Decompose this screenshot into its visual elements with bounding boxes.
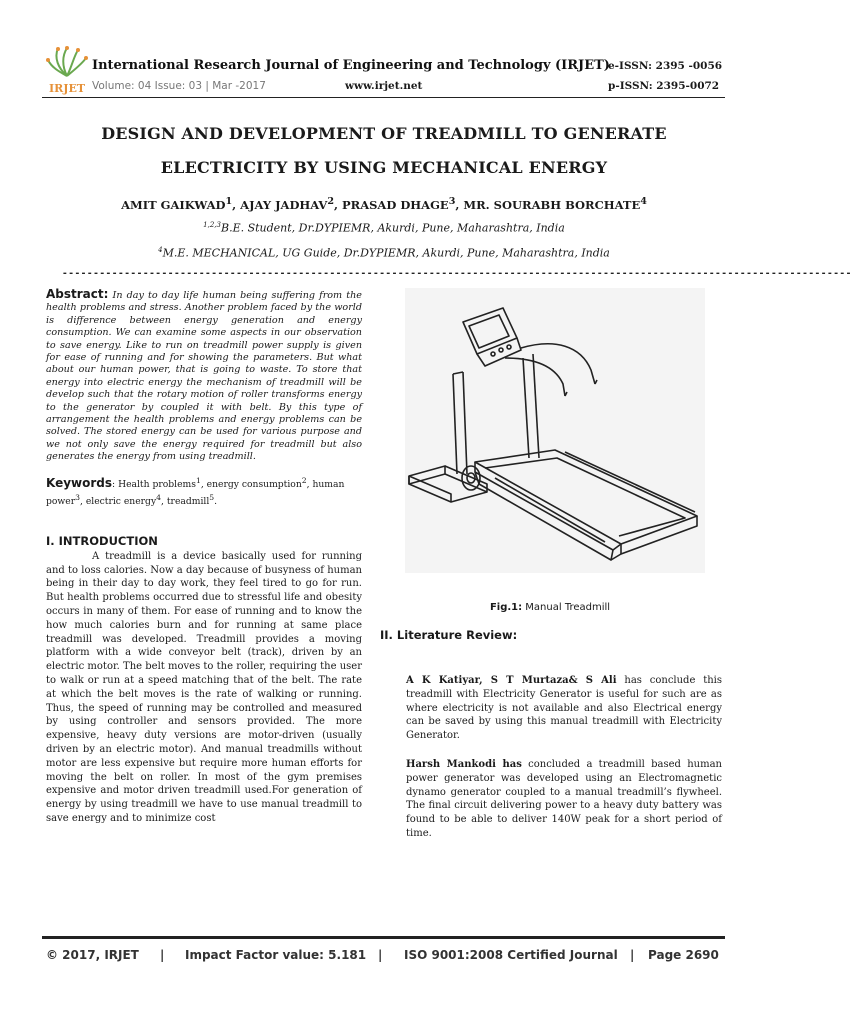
keywords	[46, 474, 362, 508]
footer-rule	[42, 936, 725, 939]
affiliation-text: M.E. MECHANICAL, UG Guide, Dr.DYPIEMR, Akurdi, Pune, Maharashtra, India	[162, 246, 610, 260]
figure-label: Fig.1:	[489, 602, 523, 613]
keyword-sep: ,	[79, 495, 86, 507]
paper-title-line-2: ELECTRICITY BY USING MECHANICAL ENERGY	[160, 158, 608, 177]
literature-paragraph-2	[406, 758, 722, 841]
affiliation-1	[0, 221, 768, 235]
affiliation-sup: 1,2,3	[203, 221, 221, 229]
abstract-label: Abstract:	[46, 287, 109, 301]
keyword: energy consumption	[206, 478, 302, 490]
footer-separator: |	[160, 948, 165, 962]
author-sep: ,	[333, 197, 342, 212]
dashed-separator: -------------------------------------------------------------------------------------------------------------------------------	[62, 268, 852, 279]
journal-name: International Research Journal of Engineering and Technology (IRJET)	[92, 58, 610, 73]
keyword-sup: 3	[75, 492, 80, 502]
author-sup: 2	[327, 196, 334, 207]
footer-iso: ISO 9001:2008 Certified Journal	[404, 948, 618, 962]
paragraph-text: has conclude this treadmill with Electricity Generator is useful for such are as where electricity is not available and also Electrical energy can be saved by using this manual treadmill with Electricity Generator.	[406, 675, 723, 742]
footer-copyright: © 2017, IRJET	[46, 948, 139, 962]
keyword-sep: ,	[161, 495, 167, 507]
keyword-sep: .	[214, 495, 218, 507]
keywords-colon: :	[112, 478, 119, 490]
keyword-sup: 5	[209, 492, 215, 502]
keyword-sep: ,	[306, 478, 313, 490]
author-sup: 3	[448, 196, 456, 207]
introduction-heading: I. INTRODUCTION	[46, 533, 158, 548]
abstract	[46, 288, 362, 464]
keyword-sup: 4	[156, 492, 162, 502]
keywords-label: Keywords	[46, 475, 113, 490]
introduction-text: A treadmill is a device basically used for running and to loss calories. Now a day because of busyness of human being in their day to day work, they feel tired to go for run. But health problems occurred due to stressful life and obesity occurs in many of them. For ease of running and to know the how much calories burn and for running at same place treadmill was developed. Treadmill provides a moving platform with a wide conveyor belt (track), driven by an electric motor. The belt moves to the roller, requiring the user to walk or run at a speed matching that of the belt. The rate at which the belt moves is the rate of walking or running. Thus, the speed of running may be controlled and measured by using controller and sensors provided. The more expensive, heavy duty versions are motor-driven (usually driven by an electric motor). And manual treadmills without motor are less expensive but require more human efforts for moving the belt on roller. In most of the gym premises expensive and motor driven treadmill used.For generation of energy by using treadmill we have to use manual treadmill to save energy and to minimize cost	[46, 550, 362, 824]
author-list	[0, 196, 768, 212]
volume-info: Volume: 04 Issue: 03 | Mar -2017	[92, 80, 266, 92]
p-issn: p-ISSN: 2395-0072	[608, 80, 720, 92]
author-name: PRASAD DHAGE	[342, 197, 449, 212]
author-sep: ,	[232, 197, 241, 212]
literature-review-heading: II. Literature Review:	[380, 628, 518, 642]
paper-title-line-1: DESIGN AND DEVELOPMENT OF TREADMILL TO GENERATE	[101, 124, 667, 143]
keyword: electric energy	[85, 495, 157, 507]
keyword-sep: ,	[200, 478, 207, 490]
keyword: human power	[46, 478, 345, 507]
figure-caption	[380, 602, 720, 613]
author-sup: 1	[225, 196, 233, 207]
paragraph-text: concluded a treadmill based human power generator was developed using an Electromagnetic dynamo generator coupled to a manual treadmill’s flywheel. The final circuit delivering power to a heavy duty battery was found to be able to deliver 140W peak for a short period of time.	[406, 759, 722, 839]
footer-impact-factor: Impact Factor value: 5.181	[185, 948, 367, 962]
author-name: AMIT GAIKWAD	[121, 197, 226, 212]
journal-website: www.irjet.net	[345, 80, 423, 92]
affiliation-2	[0, 246, 768, 260]
cited-authors: Harsh Mankodi has	[406, 759, 522, 770]
e-issn: e-ISSN: 2395 -0056	[608, 60, 723, 72]
figure-caption-text: Manual Treadmill	[522, 602, 611, 613]
affiliation-text: B.E. Student, Dr.DYPIEMR, Akurdi, Pune, Maharashtra, India	[220, 221, 565, 235]
logo-text: IRJET	[48, 82, 86, 95]
author-sep: ,	[455, 197, 464, 212]
left-column	[46, 288, 362, 826]
keyword: treadmill	[166, 495, 210, 507]
header-rule	[42, 97, 725, 98]
keyword-sup: 1	[195, 475, 201, 485]
author-sup: 4	[640, 196, 647, 207]
cited-authors: A K Katiyar, S T Murtaza& S Ali	[406, 675, 617, 686]
footer-page-number: Page 2690	[648, 948, 719, 962]
treadmill-figure	[405, 288, 705, 573]
footer-separator: |	[378, 948, 383, 962]
literature-paragraph-1	[406, 674, 722, 743]
abstract-text: In day to day life human being suffering from the health problems and stress. Another problem faced by the world is difference between energy generation and energy consumption. We can examine some aspects in our observation to save energy. Like to run on treadmill power supply is given for ease of running and for showing the parameters. But what about our human power, that is going to waste. To store that energy into electric energy the mechanism of treadmill will be develop such that the rotary motion of roller transforms energy to the generator by coupled it with belt. By this type of arrangement the health problems and energy problems can be solved. The stored energy can be used for various purpose and we not only save the energy required for treadmill but also generates the energy from using treadmill.	[46, 290, 362, 463]
keyword: Health problems	[118, 478, 196, 490]
keyword-sup: 2	[301, 475, 307, 485]
affiliation-sup: 4	[158, 246, 163, 254]
irjet-logo	[44, 46, 90, 96]
author-name: MR. SOURABH BORCHATE	[463, 197, 641, 212]
footer-separator: |	[630, 948, 635, 962]
author-name: AJAY JADHAV	[240, 197, 328, 212]
